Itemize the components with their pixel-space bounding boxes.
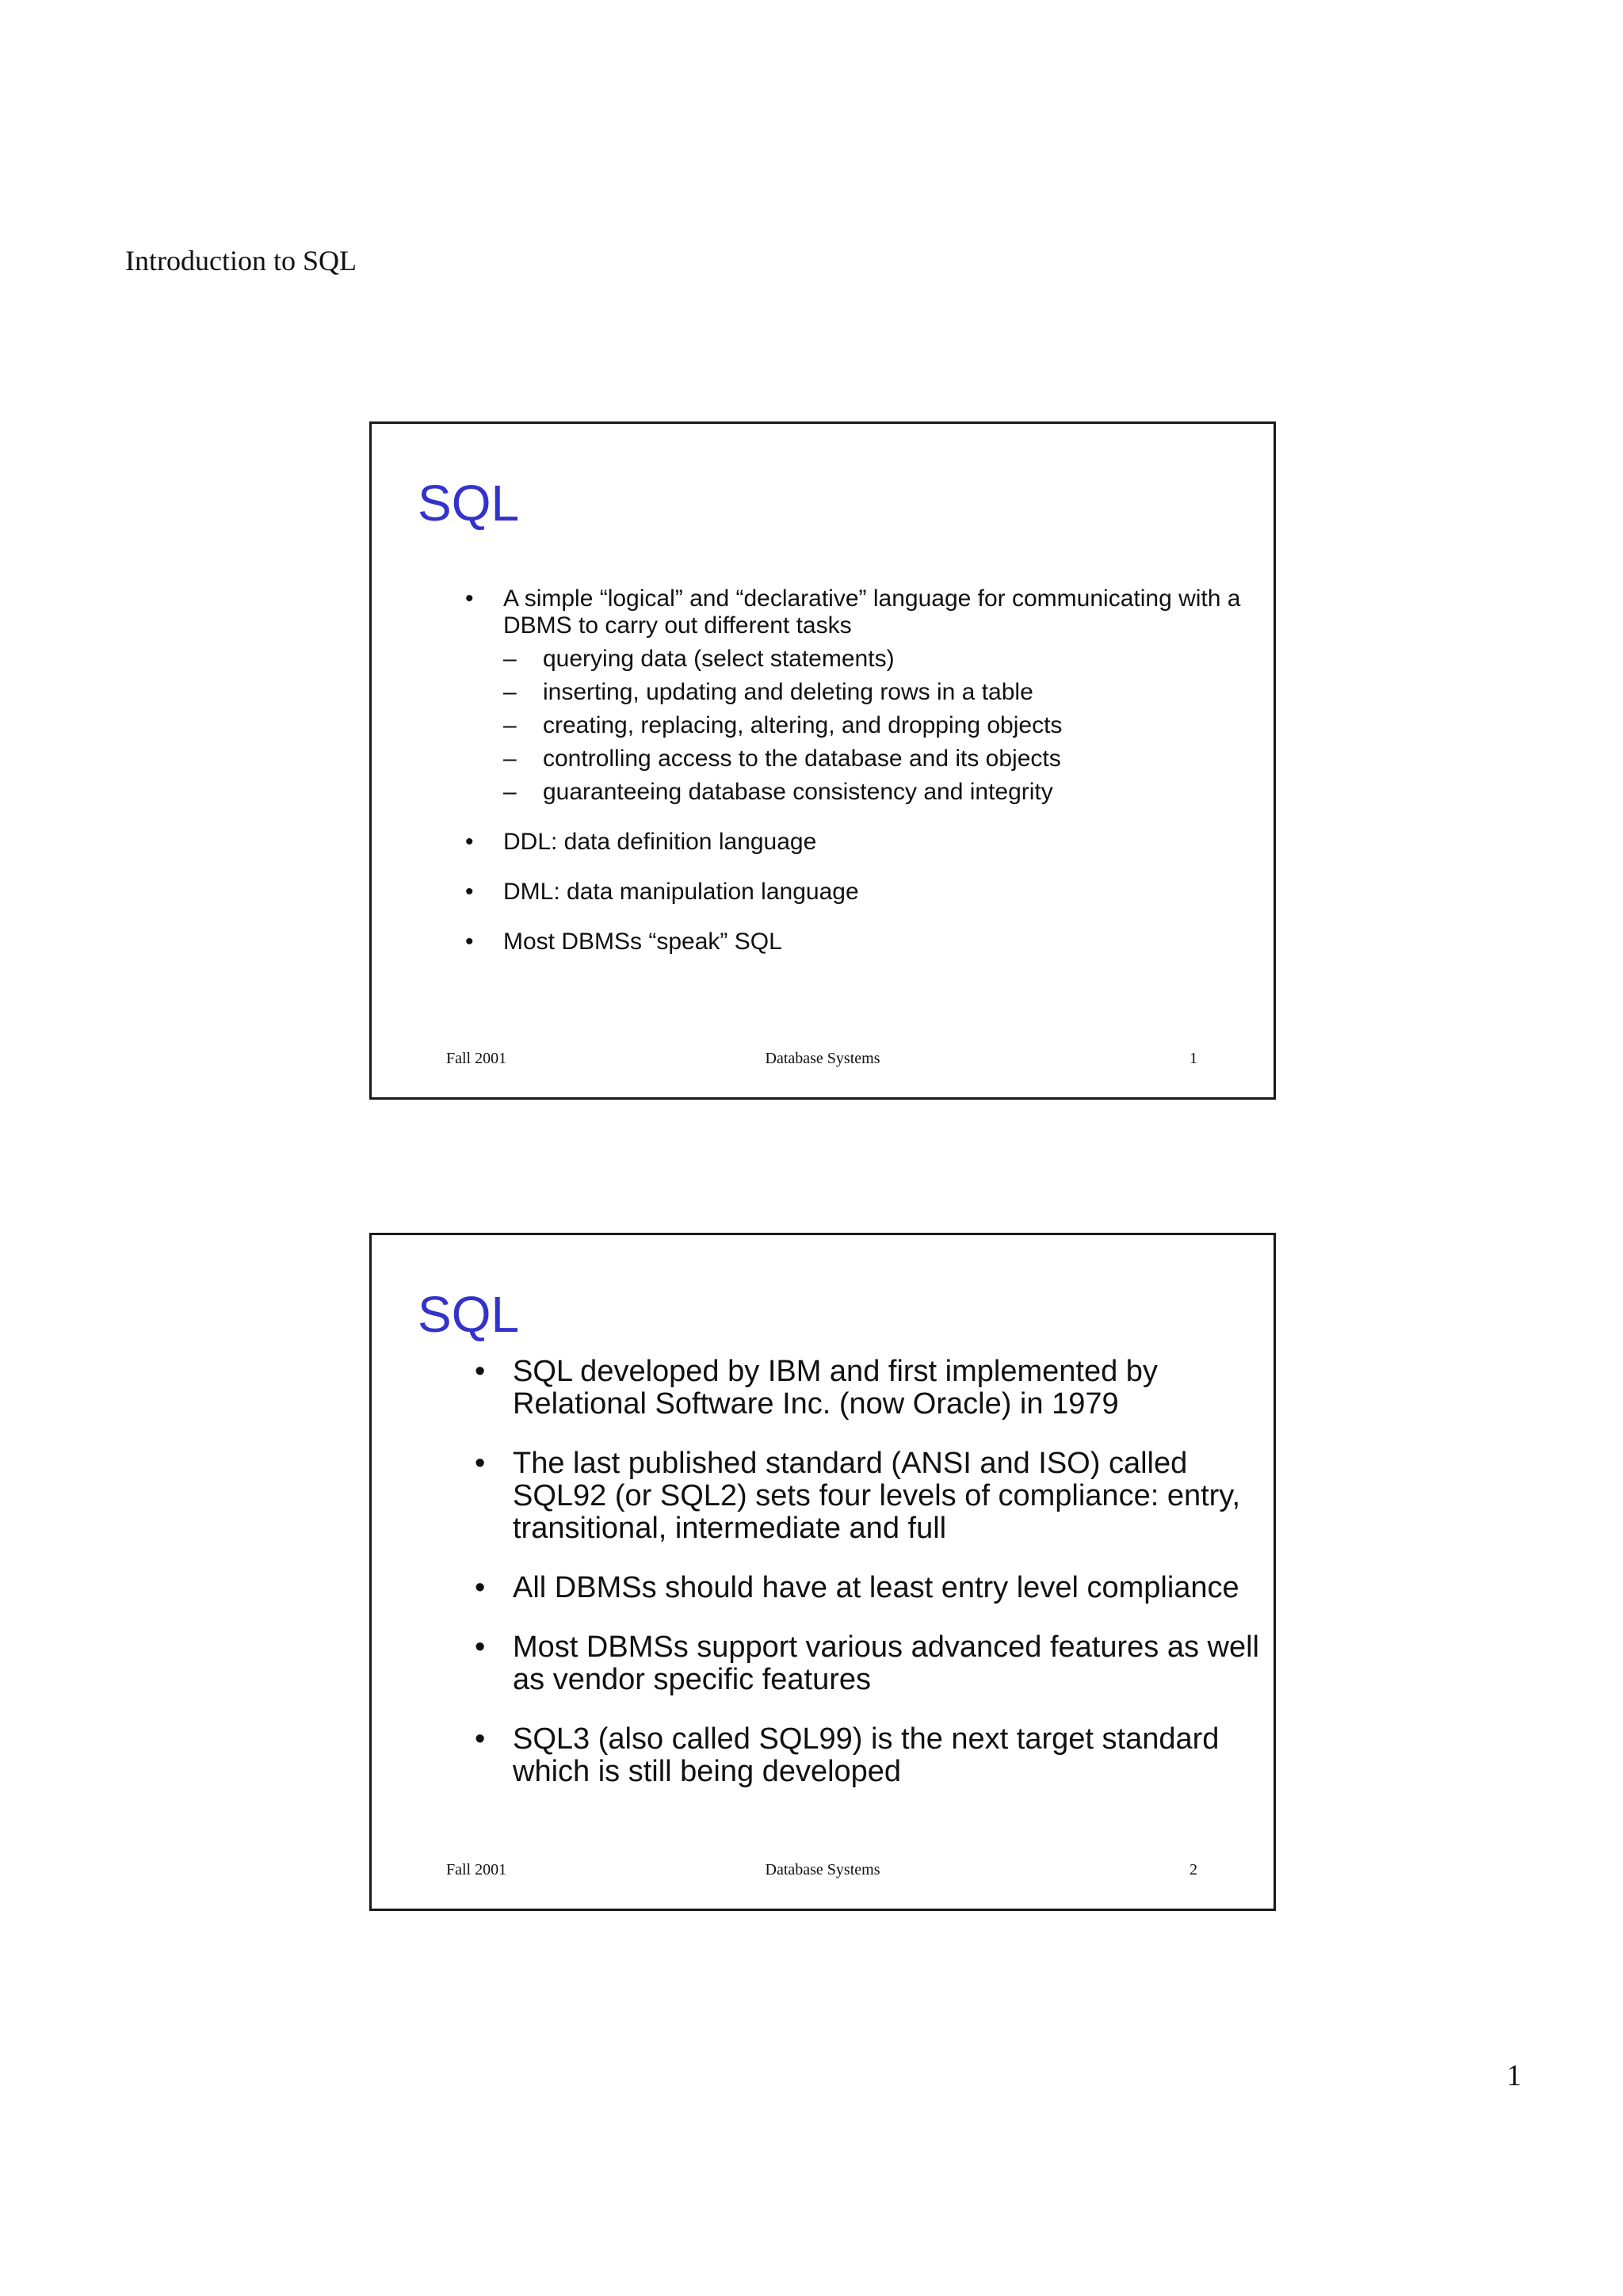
bullet-text: SQL3 (also called SQL99) is the next target standard which is still being developed xyxy=(513,1722,1220,1788)
bullet-dot-icon: • xyxy=(475,1630,486,1664)
dash-icon: – xyxy=(503,679,517,705)
sub-bullet-item xyxy=(503,746,1250,772)
slide-title: SQL xyxy=(418,475,520,532)
bullet-dot-icon: • xyxy=(475,1447,486,1480)
bullet-text: Most DBMSs support various advanced features as well as vendor specific features xyxy=(513,1630,1259,1696)
bullet-dot-icon: • xyxy=(475,1722,486,1756)
sub-bullet-text: creating, replacing, altering, and dropping objects xyxy=(543,712,1063,738)
bullet-dot-icon: • xyxy=(465,929,474,955)
bullet-item xyxy=(475,1631,1259,1696)
bullet-item xyxy=(465,929,1250,955)
bullet-text: Most DBMSs “speak” SQL xyxy=(503,929,782,955)
bullet-item xyxy=(475,1356,1259,1421)
sub-bullet-item xyxy=(503,779,1250,806)
footer-slide-number: 1 xyxy=(1190,1050,1197,1067)
bullet-dot-icon: • xyxy=(475,1355,486,1388)
dash-icon: – xyxy=(503,746,517,772)
dash-icon: – xyxy=(503,712,517,738)
bullet-item xyxy=(475,1572,1259,1604)
bullet-text: A simple “logical” and “declarative” language for communicating with a DBMS to carry out different tasks xyxy=(503,585,1241,639)
bullet-item xyxy=(475,1723,1259,1788)
dash-icon: – xyxy=(503,646,517,672)
bullet-text: SQL developed by IBM and first implemented by Relational Software Inc. (now Oracle) in 1979 xyxy=(513,1355,1158,1421)
bullet-text: All DBMSs should have at least entry level compliance xyxy=(513,1571,1239,1604)
bullet-item xyxy=(465,585,1250,806)
sub-bullet-item xyxy=(503,712,1250,739)
sub-bullet-text: querying data (select statements) xyxy=(543,646,895,672)
slide-2 xyxy=(369,1233,1276,1911)
sub-bullet-text: guaranteeing database consistency and integrity xyxy=(543,779,1053,805)
bullet-text: The last published standard (ANSI and ISO) called SQL92 (or SQL2) sets four levels of compliance: entry, transitional, intermediate and full xyxy=(513,1447,1241,1545)
bullet-text: DDL: data definition language xyxy=(503,829,817,855)
bullet-text: DML: data manipulation language xyxy=(503,879,859,905)
bullet-dot-icon: • xyxy=(475,1571,486,1604)
bullet-list xyxy=(465,585,1250,955)
page-number: 1 xyxy=(1507,2059,1522,2092)
footer-course: Database Systems xyxy=(765,1050,880,1067)
slide-title: SQL xyxy=(418,1286,520,1343)
sub-bullet-text: inserting, updating and deleting rows in a table xyxy=(543,679,1033,705)
sub-bullet-item xyxy=(503,679,1250,706)
bullet-item xyxy=(465,829,1250,856)
bullet-item xyxy=(475,1447,1259,1545)
footer-date: Fall 2001 xyxy=(446,1861,507,1878)
footer-slide-number: 2 xyxy=(1190,1861,1197,1878)
bullet-dot-icon: • xyxy=(465,829,474,855)
bullet-item xyxy=(465,879,1250,906)
bullet-list xyxy=(475,1356,1259,1788)
slide-1 xyxy=(369,421,1276,1100)
sub-bullet-item xyxy=(503,646,1250,673)
footer-date: Fall 2001 xyxy=(446,1050,507,1067)
dash-icon: – xyxy=(503,779,517,805)
footer-course: Database Systems xyxy=(765,1861,880,1878)
sub-bullet-text: controlling access to the database and its objects xyxy=(543,746,1061,772)
bullet-dot-icon: • xyxy=(465,585,474,612)
bullet-dot-icon: • xyxy=(465,879,474,905)
page-header-title: Introduction to SQL xyxy=(125,245,357,277)
sub-bullet-list xyxy=(503,646,1250,806)
